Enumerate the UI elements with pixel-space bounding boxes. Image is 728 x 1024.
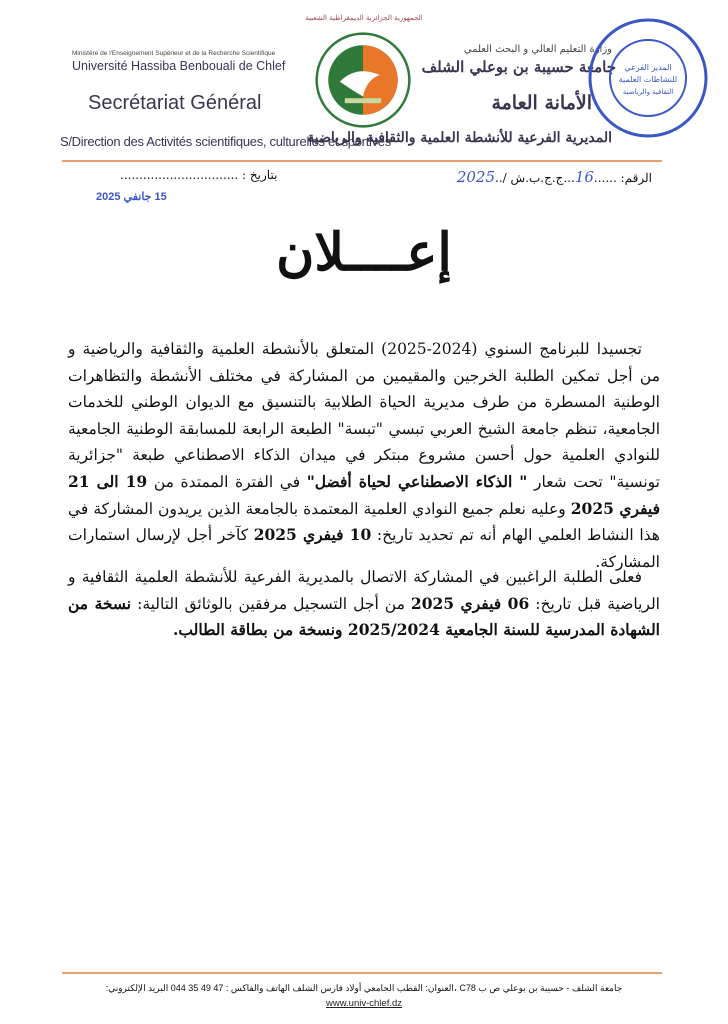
- ar-subdirection: المديرية الفرعية للأنشطة العلمية والثقافية والرياضية: [307, 130, 612, 146]
- date-stamp: 15 جانفي 2025: [96, 191, 167, 203]
- republic-header: الجمهورية الجزائرية الديمقراطية الشعبية: [305, 14, 423, 22]
- fr-secretariat: Secrétariat Général: [88, 92, 262, 114]
- p1-text-b: في الفترة الممتدة: [180, 472, 301, 491]
- university-logo: [315, 32, 411, 128]
- fr-university: Université Hassiba Benbouali de Chlef: [72, 59, 286, 73]
- fr-ministry: Ministère de l'Enseignement Supérieur et de la Recherche Scientifique: [72, 50, 276, 57]
- p1-text-e: كآخر أجل لإرسال استمارات المشاركة.: [68, 526, 660, 571]
- p2-text-a: فعلى الطلبة الراغبين في المشاركة الاتصال بالمديرية الفرعية للأنشطة العلمية الثقافية و الرياضية قبل تاريخ:: [68, 568, 660, 613]
- official-stamp: [586, 16, 710, 140]
- p1-text-c: من: [153, 472, 174, 491]
- p2-date: 06 فيفري 2025: [410, 593, 530, 613]
- p1-deadline: 10 فيفري 2025: [253, 525, 372, 545]
- p1-period: 19 الى 21 فيفري 2025: [68, 471, 660, 518]
- date-label: بتاريخ : ...............................: [120, 168, 278, 182]
- reference-year: 2025: [456, 168, 496, 186]
- reference-number-value: 16: [574, 168, 594, 186]
- footer-address: جامعة الشلف - حسيبة بن بوعلي ص ب C78 ،العنوان: القطب الجامعي أولاد فارس الشلف الهاتف والفاكس : 47 49 35 044 البريد الإلكتروني:: [105, 983, 623, 993]
- website-link[interactable]: www.univ-chlef.dz: [325, 998, 403, 1009]
- p2-text-b: من أجل التسجيل مرفقين بالوثائق التالية:: [137, 594, 405, 613]
- paragraph-1: [68, 336, 660, 575]
- paragraph-2: [68, 564, 660, 644]
- ar-secretariat: الأمانة العامة: [491, 92, 592, 114]
- fr-subdirection: S/Direction des Activités scientifiques, culturelles et sportives: [60, 134, 391, 149]
- svg-text:الثقافية والرياضية: الثقافية والرياضية: [622, 88, 674, 96]
- reference-label: الرقم: ......: [593, 171, 652, 185]
- reference-suffix: ...ج.ج.ب.ش /..: [495, 171, 575, 185]
- p2-documents: نسخة من الشهادة المدرسية للسنة الجامعية 2025/2024 ونسخة من بطاقة الطالب.: [68, 593, 660, 640]
- ar-ministry: وزارة التعليم العالي و البحث العلمي: [463, 44, 612, 55]
- p1-text-d: وعليه نعلم جميع النوادي العلمية المعتمدة بالجامعة الذين يريدون المشاركة في هذا النشاط العلمي الهام أنه تم تحديد تاريخ:: [68, 499, 660, 545]
- svg-text:للنشاطات العلمية: للنشاطات العلمية: [618, 75, 678, 84]
- footer-divider: [62, 972, 662, 974]
- p1-text-a: تجسيدا للبرنامج السنوي (2024-2025) المتعلق بالأنشطة العلمية والثقافية والرياضية و من أجل تمكين الطلبة الخرجين والمقيمين من المشاركة في مختلف الأنشطة والتظاهرات الوطنية المسطرة من طرف مديرية الحياة الطلابية بالتنسيق مع الديوان الوطني للخدمات الجامعية، تنظم جامعة الشيخ العربي تبسي "تبسة" الطبعة الرابعة للمسابقة الوطنية الجامعية للنوادي العلمية حول أحسن مشروع مبتكر في ميدان الذكاء الاصطناعي طبعة "جزائرية تونسية" تحت شعار: [68, 340, 660, 491]
- p1-slogan: " الذكاء الاصطناعي لحياة أفضل": [306, 471, 528, 491]
- svg-text:المدير الفرعي: المدير الفرعي: [624, 63, 672, 72]
- page-title: إعــــلان: [276, 222, 452, 283]
- header-divider: [62, 160, 662, 162]
- reference-number: [457, 168, 652, 186]
- ar-university: جامعة حسيبة بن بوعلي الشلف: [421, 58, 616, 76]
